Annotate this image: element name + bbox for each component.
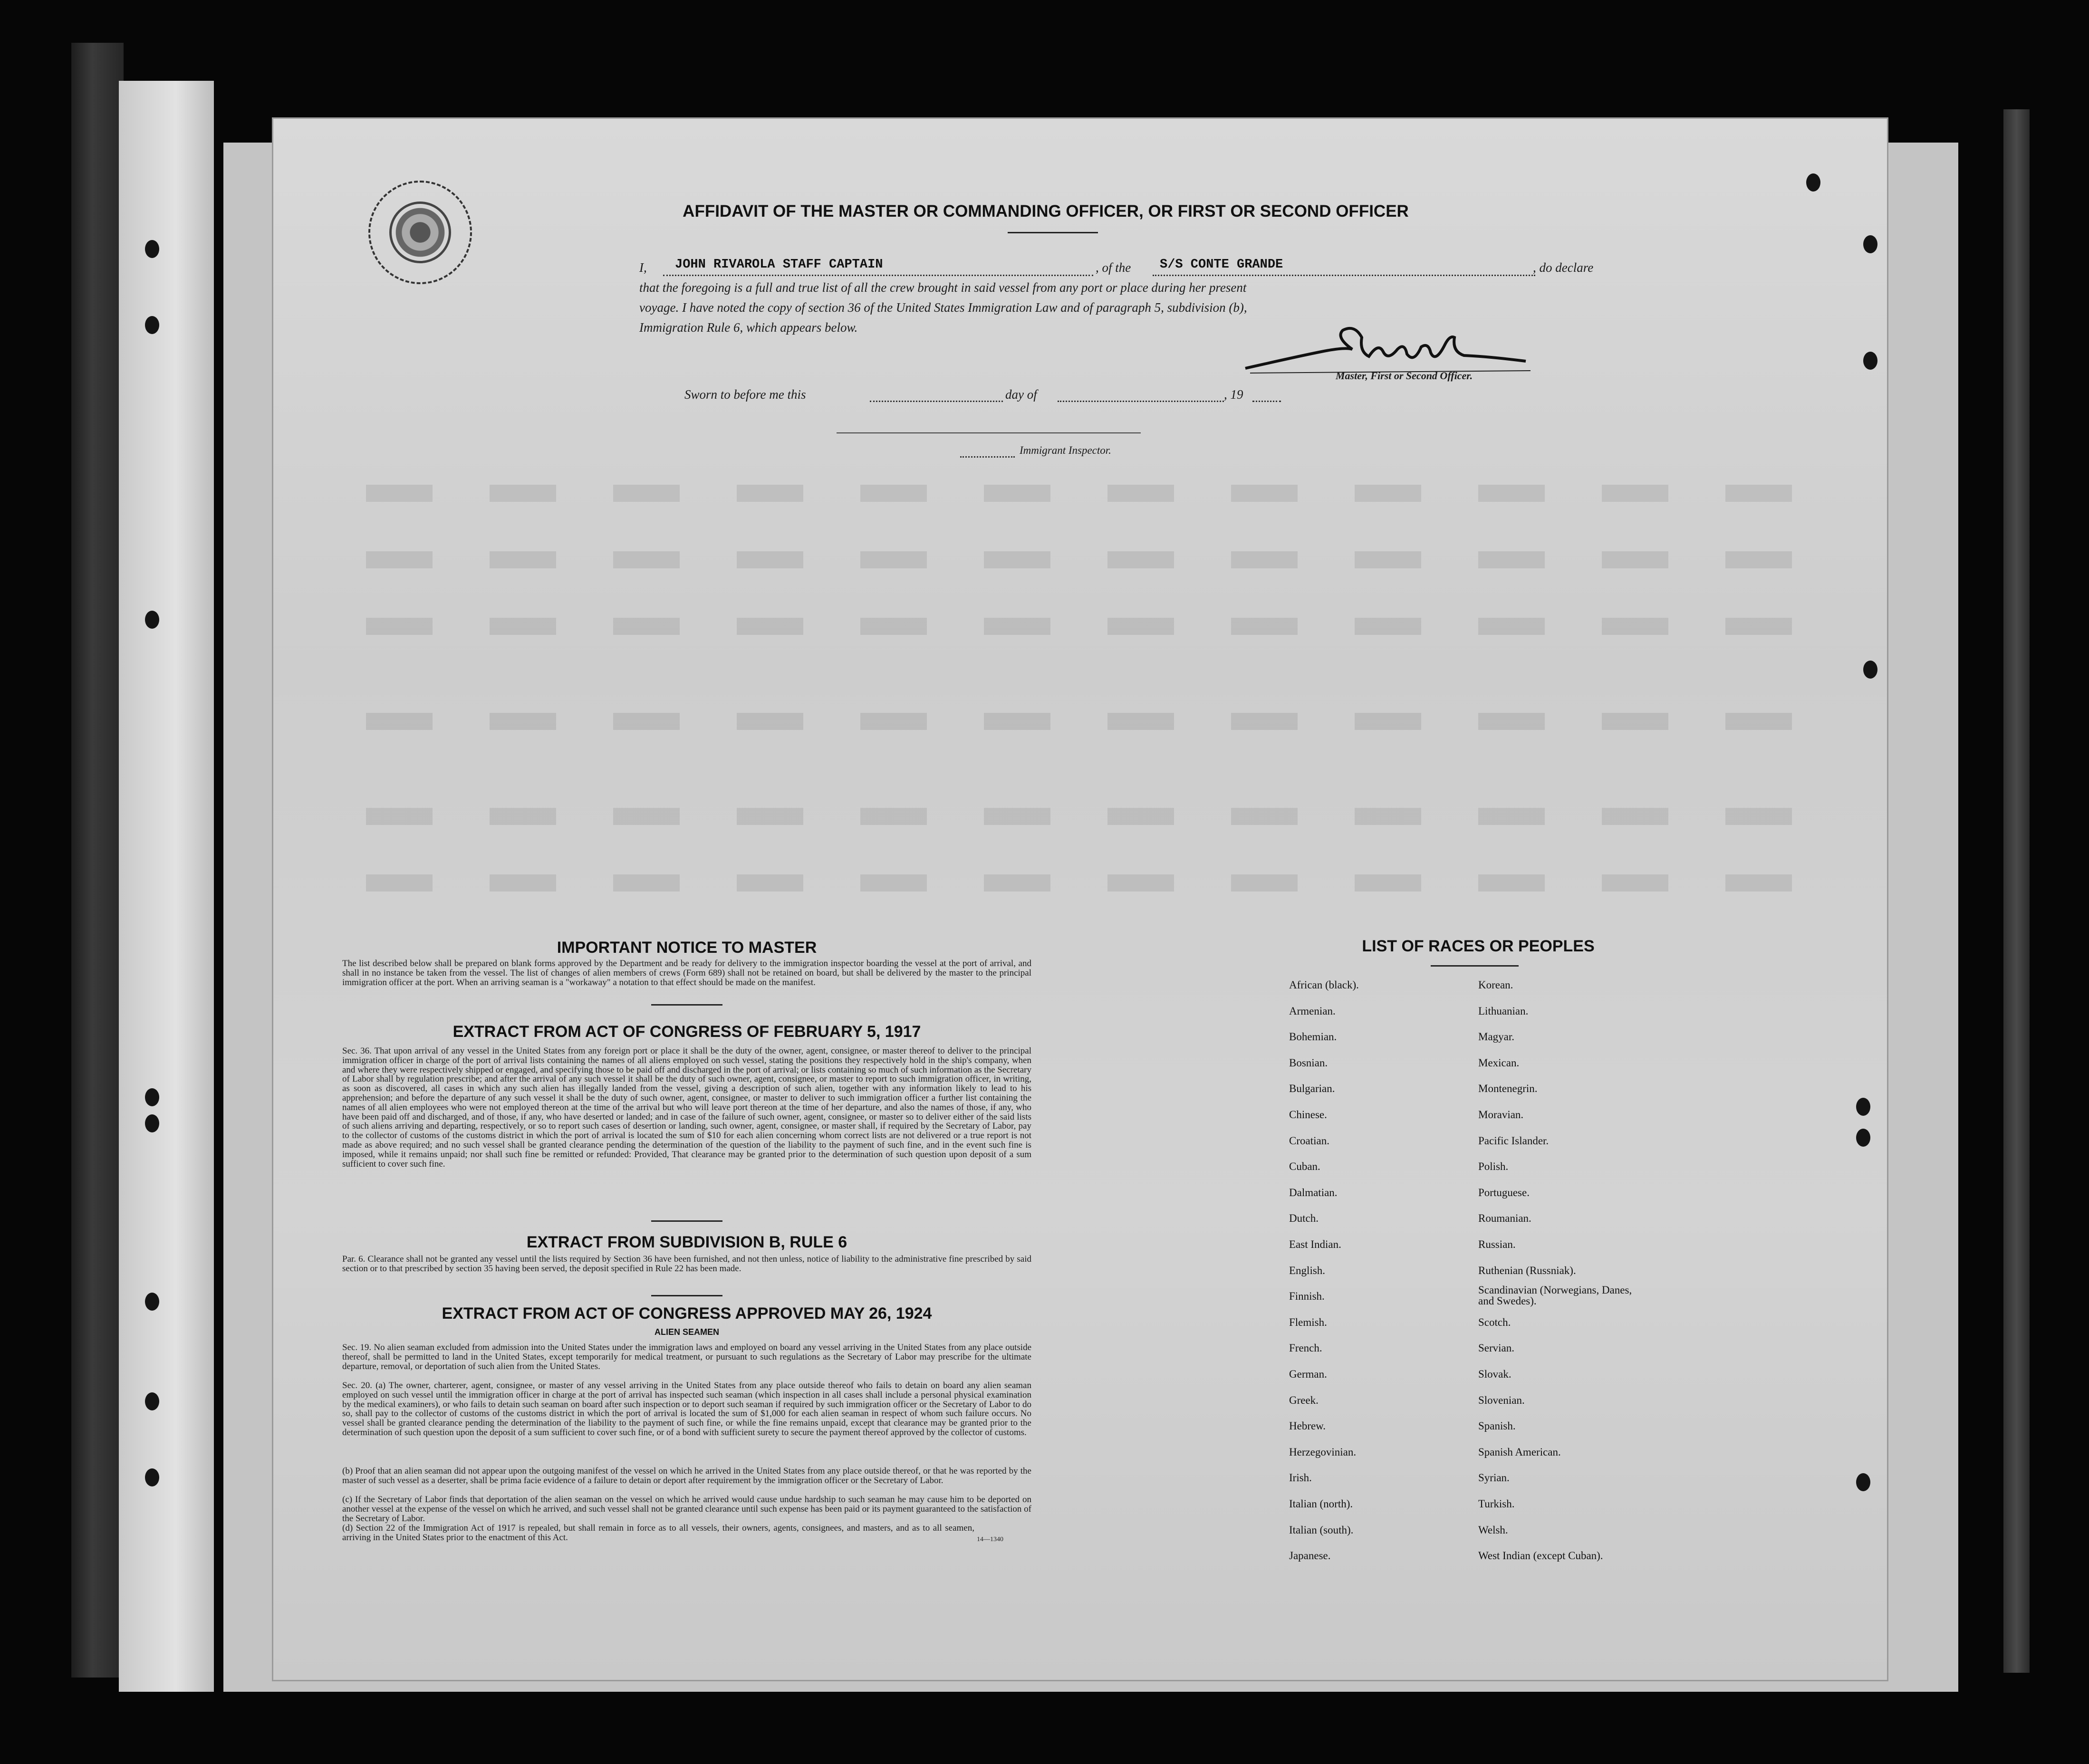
race-item: West Indian (except Cuban).: [1478, 1550, 1603, 1562]
film-strip-right: [2003, 109, 2030, 1673]
race-item: Japanese.: [1289, 1550, 1331, 1562]
race-item: Italian (north).: [1289, 1498, 1353, 1510]
title-rule: [1008, 232, 1098, 233]
race-item: German.: [1289, 1368, 1327, 1380]
race-item: Scandinavian (Norwegians, Danes, and Swedes).: [1478, 1284, 1632, 1307]
race-item: Finnish.: [1289, 1290, 1325, 1303]
punch-hole: [1856, 1129, 1870, 1147]
affidavit-line3: voyage. I have noted the copy of section 36 of the United States Immigration Law and of paragraph 5, subdivision (b),: [639, 300, 1247, 315]
subdivision-b-title: EXTRACT FROM SUBDIVISION B, RULE 6: [526, 1233, 847, 1251]
alien-seamen-subtitle: ALIEN SEAMEN: [654, 1327, 719, 1337]
race-item: Bosnian.: [1289, 1056, 1328, 1069]
subdivision-b-text: Par. 6. Clearance shall not be granted any vessel until the lists required by Section 36 have been furnished, and not then unless, notice of liability to the administrative fine prescribed by said section or to that prescribed by section 35 having been served, the deposit specified in Rule 22 has been made.: [342, 1254, 1031, 1274]
race-item: Portuguese.: [1478, 1186, 1530, 1198]
section-rule: [651, 1220, 722, 1222]
form-number: 14—1340: [977, 1536, 1003, 1543]
affidavit-line2: that the foregoing is a full and true list of all the crew brought in said vessel from any port or place during her present: [639, 280, 1247, 295]
race-item: Welsh.: [1478, 1524, 1508, 1536]
extract-1924-sec20b: (b) Proof that an alien seaman did not appear upon the outgoing manifest of the vessel on which he arrived in the United States from any place outside thereof, or that he was reported by the master of such vessel as a deserter, shall be prima facie evidence of a failure to detain or deport after requirement by the immigration officer or the Secretary of Labor.: [342, 1466, 1031, 1486]
notice-text: The list described below shall be prepared on blank forms approved by the Department and be ready for delivery to the immigration inspector boarding the vessel at the port of arrival, and shall in no instance be taken from the vessel. The list of changes of alien members of crews (Form 689) shall not be retained on board, but shall be delivered by the master to the principal immigration officer at the port. When an arriving seaman is a "workaway" a notation to that effect should be made on the manifest.: [342, 959, 1031, 987]
bleed-through-row: [366, 808, 1816, 825]
punch-hole: [145, 1392, 159, 1410]
race-item: Dalmatian.: [1289, 1186, 1338, 1198]
race-item: Slovak.: [1478, 1368, 1511, 1380]
inspector-caption: Immigrant Inspector.: [1020, 444, 1111, 456]
race-item: Scotch.: [1478, 1316, 1511, 1328]
extract-1924-sec20d: (d) Section 22 of the Immigration Act of 1917 is repealed, but shall remain in force as to all vessels, their owners, agents, consignees, and masters, and as to all seamen, arriving in the United States prior to the enactment of this Act.: [342, 1523, 974, 1543]
punch-hole: [1863, 352, 1877, 370]
race-item: Moravian.: [1478, 1109, 1524, 1121]
bleed-through-row: [366, 618, 1816, 635]
affidavit-of-the: , of the: [1096, 260, 1131, 275]
punch-hole: [1863, 235, 1877, 253]
punch-hole: [145, 1293, 159, 1311]
race-item: Bohemian.: [1289, 1031, 1337, 1043]
race-item: Pacific Islander.: [1478, 1134, 1549, 1147]
race-item: Armenian.: [1289, 1005, 1336, 1017]
extract-1917-title: EXTRACT FROM ACT OF CONGRESS OF FEBRUARY 5, 1917: [452, 1023, 921, 1041]
punch-hole: [145, 1114, 159, 1132]
affidavit-i-label: I,: [639, 260, 647, 275]
race-item: Mexican.: [1478, 1056, 1520, 1069]
race-item: Herzegovinian.: [1289, 1446, 1357, 1458]
punch-hole: [145, 316, 159, 334]
race-item: French.: [1289, 1342, 1322, 1354]
inspector-rule: [837, 432, 1141, 433]
race-item: Irish.: [1289, 1472, 1312, 1484]
extract-1924-sec20c: (c) If the Secretary of Labor finds that deportation of the alien seaman on the vessel on which he arrived would cause undue hardship to such seaman he may cause him to be deported on another vessel at the expense of the vessel on which he arrived, and such vessel shall not be granted clearance until such expense has been paid or its payment guaranteed to the satisfaction of the Secretary of Labor.: [342, 1495, 1031, 1524]
inspector-line: [960, 456, 1015, 458]
vessel-name: S/S CONTE GRANDE: [1160, 258, 1283, 272]
race-item: Dutch.: [1289, 1212, 1319, 1225]
sworn-label: Sworn to before me this: [684, 387, 806, 402]
bleed-through-row: [366, 874, 1816, 892]
race-item: Ruthenian (Russniak).: [1478, 1264, 1576, 1276]
bleed-through-row: [366, 485, 1816, 502]
affidavit-title: AFFIDAVIT OF THE MASTER OR COMMANDING OFFICER, OR FIRST OR SECOND OFFICER: [683, 202, 1409, 220]
race-item: Greek.: [1289, 1394, 1319, 1406]
signature-caption: Master, First or Second Officer.: [1336, 370, 1473, 382]
punch-hole: [1856, 1473, 1870, 1491]
race-item: Hebrew.: [1289, 1420, 1326, 1432]
punch-hole: [145, 1088, 159, 1106]
bleed-through-row: [366, 551, 1816, 568]
race-item: Polish.: [1478, 1160, 1509, 1173]
notice-title: IMPORTANT NOTICE TO MASTER: [557, 939, 817, 957]
official-seal: [368, 181, 472, 284]
declarant-name: JOHN RIVAROLA STAFF CAPTAIN: [675, 258, 883, 272]
race-item: Korean.: [1478, 979, 1513, 991]
sworn-month-line: [1058, 401, 1224, 402]
race-item: Cuban.: [1289, 1160, 1320, 1173]
film-strip-left: [71, 43, 124, 1678]
race-item: Spanish American.: [1478, 1446, 1561, 1458]
race-item: Lithuanian.: [1478, 1005, 1529, 1017]
race-item: Turkish.: [1478, 1498, 1515, 1510]
sworn-day-line: [870, 401, 1003, 402]
affidavit-line4: Immigration Rule 6, which appears below.: [639, 320, 858, 335]
race-item: Montenegrin.: [1478, 1083, 1538, 1095]
race-item: Russian.: [1478, 1238, 1516, 1250]
race-item: Servian.: [1478, 1342, 1515, 1354]
punch-hole: [145, 240, 159, 258]
extract-1924-title: EXTRACT FROM ACT OF CONGRESS APPROVED MAY 26, 1924: [442, 1304, 932, 1323]
race-item: English.: [1289, 1264, 1326, 1276]
section-rule: [651, 1004, 722, 1006]
year-label: , 19: [1224, 387, 1243, 402]
races-title-rule: [1431, 965, 1519, 967]
race-item: Spanish.: [1478, 1420, 1516, 1432]
punch-hole: [145, 611, 159, 629]
race-item: African (black).: [1289, 979, 1359, 991]
race-item: Chinese.: [1289, 1109, 1327, 1121]
vessel-line: [1153, 275, 1535, 276]
race-item: Croatian.: [1289, 1134, 1329, 1147]
background-sheet-left: [119, 81, 214, 1692]
extract-1924-sec19: Sec. 19. No alien seaman excluded from admission into the United States under the immigration laws and employed on board any vessel arriving in the United States from any place outside thereof, shall be permitted to land in the United States, except temporarily for medical treatment, or pursuant to such regulations as the Secretary of Labor may prescribe for the ultimate departure, removal, or deportation of such alien from the United States.: [342, 1342, 1031, 1371]
section-rule: [651, 1295, 722, 1296]
punch-hole: [1863, 661, 1877, 679]
manifest-page: [273, 119, 1887, 1680]
punch-hole: [1856, 1098, 1870, 1116]
race-item: Flemish.: [1289, 1316, 1327, 1328]
race-item: Italian (south).: [1289, 1524, 1354, 1536]
race-item: Bulgarian.: [1289, 1083, 1335, 1095]
race-item: Slovenian.: [1478, 1394, 1525, 1406]
races-title: LIST OF RACES OR PEOPLES: [1362, 937, 1595, 955]
race-item: Roumanian.: [1478, 1212, 1531, 1225]
punch-hole: [145, 1468, 159, 1486]
day-of-label: day of: [1005, 387, 1037, 402]
race-item: Syrian.: [1478, 1472, 1510, 1484]
extract-1917-text: Sec. 36. That upon arrival of any vessel in the United States from any foreign port or place it shall be the duty of the owner, agent, consignee, or master thereof to deliver to the principal immigration officer in charge of the port of arrival lists containing the names of all aliens employed on such vessel, stating the positions they respectively hold in the ship's company, when and where they were respectively shipped or engaged, and specifying those to be paid off and discharged in the port of arrival; or lists containing so much of such information as the Secretary of Labor shall by regulation prescribe; and after the arrival of any such vessel it shall be the duty of such owner, agent, consignee, or master to report to such immigration officer, in writing, as soon as discovered, all cases in which any such alien has illegally landed from the vessel, giving a description of such alien, together with any information likely to lead to his apprehension; and before the departure of any such vessel it shall be the duty of such owner, agent, consignee, or master to deliver to such immigration officer a further list containing the names of all alien employees who were not employed thereon at the time of the arrival but who will leave port thereon at the time of her departure, and also the names of those, if any, who have been paid off and discharged, and of those, if any, who have deserted or landed; and in case of the failure of such owner, agent, consignee, or master so to deliver either of the said lists of such aliens arriving and departing, respectively, or so to report such cases of desertion or landing, such owner, agent, consignee, or master shall, if required by the Secretary of Labor, pay to the collector of customs of the customs district in which the port of arrival is located the sum of $10 for each alien concerning whom correct lists are not delivered or a true report is not made as above required; and no such vessel shall be granted clearance pending the determination of the question of the liability to the payment of such fine, and in the event such fine is imposed, while it remains unpaid; nor shall such fine be remitted or refunded: Provided, That clearance may be granted prior to the determination of such question upon deposit of a sum sufficient to cover such fine.: [342, 1046, 1031, 1169]
affidavit-do-declare: , do declare: [1533, 260, 1594, 275]
declarant-line: [663, 275, 1093, 276]
bleed-through-row: [366, 713, 1816, 730]
race-item: East Indian.: [1289, 1238, 1341, 1250]
sworn-year-line: [1252, 401, 1281, 402]
punch-hole: [1806, 173, 1820, 192]
extract-1924-sec20a: Sec. 20. (a) The owner, charterer, agent, consignee, or master of any vessel arriving in the United States from any place outside thereof who fails to detain on board any alien seaman employed on such vessel until the immigration officer in charge at the port of arrival has inspected such seaman (which inspection in all cases shall include a personal physical examination by the medical examiners), or who fails to detain such seaman on board after such inspection or to deport such seaman if required by such immigration officer or the Secretary of Labor to do so, shall pay to the collector of customs of the customs district in which the port of arrival is located the sum of $1,000 for each alien seaman in respect of whom such failure occurs. No vessel shall be granted clearance pending the determination of the liability to the payment of such fine, or while the fine remains unpaid, except that clearance may be granted prior to the determination of such question upon the deposit of a sum sufficient to cover such fine, or of a bond with sufficient surety to secure the payment thereof approved by the collector of customs.: [342, 1381, 1031, 1438]
race-item: Magyar.: [1478, 1031, 1515, 1043]
